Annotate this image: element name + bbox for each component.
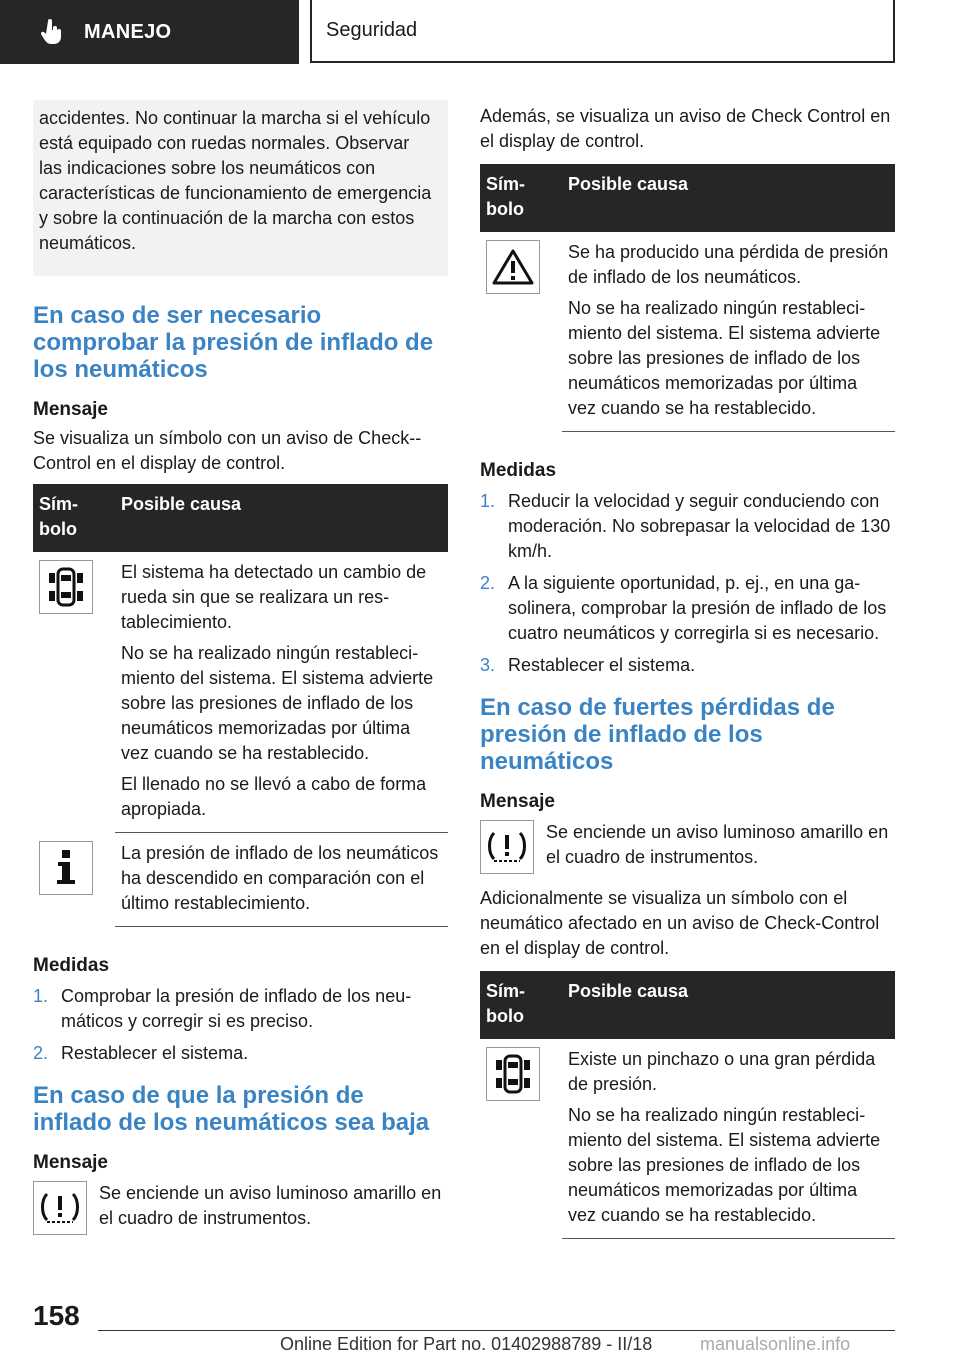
heading-check-pressure: En caso de ser necesario comprobar la presión de inflado de los neumáticos [33, 302, 434, 383]
symbol-table-3 [480, 971, 895, 1239]
heading-low-pressure: En caso de que la presión de inflado de los neumáticos sea baja [33, 1082, 430, 1136]
symbol-cell [480, 232, 562, 432]
list-item: 2. Restablecer el sistema. [33, 1043, 249, 1063]
measures-label: Medidas [480, 460, 557, 481]
tire-pressure-warning-icon [33, 1181, 87, 1235]
hand-icon [40, 19, 66, 45]
col-symbol: Símbolo [480, 164, 562, 232]
message-label: Mensaje [480, 791, 555, 812]
watermark: manualsonline.info [700, 1334, 851, 1354]
section-tab [0, 0, 299, 64]
table-row [33, 552, 448, 833]
col-symbol: Símbolo [33, 484, 115, 552]
cause-paragraph: La presión de inflado de los neumáticos ha descendido en comparación con el último restablecimiento. [121, 843, 439, 913]
left-column [33, 100, 448, 1235]
tire-pressure-warning-icon [480, 820, 534, 874]
measures-list [480, 489, 895, 678]
cause-paragraph: El sistema ha detectado un cambio de rueda sin que se realizara un restablecimiento. [121, 562, 427, 632]
cause-cell [562, 1039, 895, 1239]
col-cause: Posible causa [562, 971, 895, 1039]
warning-message-row [33, 1181, 448, 1235]
edition-text: Online Edition for Part no. 01402988789 - II/18 [280, 1334, 653, 1354]
chapter-title: Seguridad [326, 19, 418, 41]
intro-note-text: accidentes. No continuar la marcha si el vehículo está equipado con ruedas normales. Observar las indicaciones sobre los neumáticos con características de funcionamiento de emergencia y sobre la continuación de la marcha con estos neumáticos. [39, 108, 432, 253]
table-row [480, 232, 895, 432]
footer-divider [98, 1330, 895, 1331]
cause-cell [115, 552, 448, 833]
table-header [33, 484, 448, 552]
intro-text: Además, se visualiza un aviso de Check Control en el display de control. [480, 106, 891, 151]
table-row [33, 833, 448, 927]
cause-paragraph: El llenado no se llevó a cabo de forma apropiada. [121, 774, 427, 819]
symbol-table-2 [480, 164, 895, 432]
message-label: Mensaje [33, 1152, 108, 1173]
symbol-table-1 [33, 484, 448, 927]
intro-note [33, 100, 448, 276]
list-item: 1. Reducir la velocidad y seguir conduciendo con moderación. No sobrepasar la velocidad de 130 km/h. [480, 491, 891, 561]
measures-label: Medidas [33, 955, 110, 976]
cause-paragraph: Existe un pinchazo o una gran pérdida de presión. [568, 1049, 876, 1094]
info-icon [39, 841, 93, 895]
car-tire-icon [486, 1047, 540, 1101]
measures-list [33, 984, 448, 1066]
symbol-cell [480, 1039, 562, 1239]
warning-triangle-icon [486, 240, 540, 294]
symbol-cell [33, 552, 115, 833]
col-cause: Posible causa [562, 164, 895, 232]
extra-text: Adicionalmente se visualiza un símbolo con el neumático afectado en un aviso de Check-Control en el display de control. [480, 888, 880, 958]
table-header [480, 164, 895, 232]
heading-strong-loss: En caso de fuertes pérdidas de presión de inflado de los neumáticos [480, 694, 835, 775]
cause-paragraph: No se ha realizado ningún restablecimiento del sistema. El sistema advierte sobre las presiones de inflado de los neumáticos memorizadas por última vez cuando se ha restablecido. [568, 1105, 881, 1225]
cause-cell [562, 232, 895, 432]
col-cause: Posible causa [115, 484, 448, 552]
chapter-tab [310, 0, 895, 63]
message-text: Se enciende un aviso luminoso amarillo en el cuadro de instrumentos. [99, 1183, 442, 1228]
message-label: Mensaje [33, 399, 108, 420]
cause-paragraph: No se ha realizado ningún restablecimiento del sistema. El sistema advierte sobre las presiones de inflado de los neumáticos memorizadas por última vez cuando se ha restablecido. [568, 298, 881, 418]
message-text: Se enciende un aviso luminoso amarillo en el cuadro de instrumentos. [546, 822, 889, 867]
page-number: 158 [33, 1300, 80, 1331]
table-header [480, 971, 895, 1039]
cause-paragraph: No se ha realizado ningún restablecimiento del sistema. El sistema advierte sobre las presiones de inflado de los neumáticos memorizadas por última vez cuando se ha restablecido. [121, 643, 434, 763]
list-item: 1. Comprobar la presión de inflado de los neumáticos y corregir si es preciso. [33, 986, 412, 1031]
cause-paragraph: Se ha producido una pérdida de presión de inflado de los neumáticos. [568, 242, 889, 287]
table-row [480, 1039, 895, 1239]
car-tire-icon [39, 560, 93, 614]
symbol-cell [33, 833, 115, 927]
col-symbol: Símbolo [480, 971, 562, 1039]
page-header [0, 0, 960, 66]
list-item: 3. Restablecer el sistema. [480, 655, 696, 675]
list-item: 2. A la siguiente oportunidad, p. ej., en una gasolinera, comprobar la presión de inflado de los cuatro neumáticos y corregirla si es necesario. [480, 573, 887, 643]
right-column [480, 100, 895, 1239]
message-text: Se visualiza un símbolo con un aviso de Check-Control en el display de control. [33, 428, 422, 473]
warning-message-row [480, 820, 895, 874]
section-title: MANEJO [84, 20, 172, 43]
cause-cell [115, 833, 448, 927]
